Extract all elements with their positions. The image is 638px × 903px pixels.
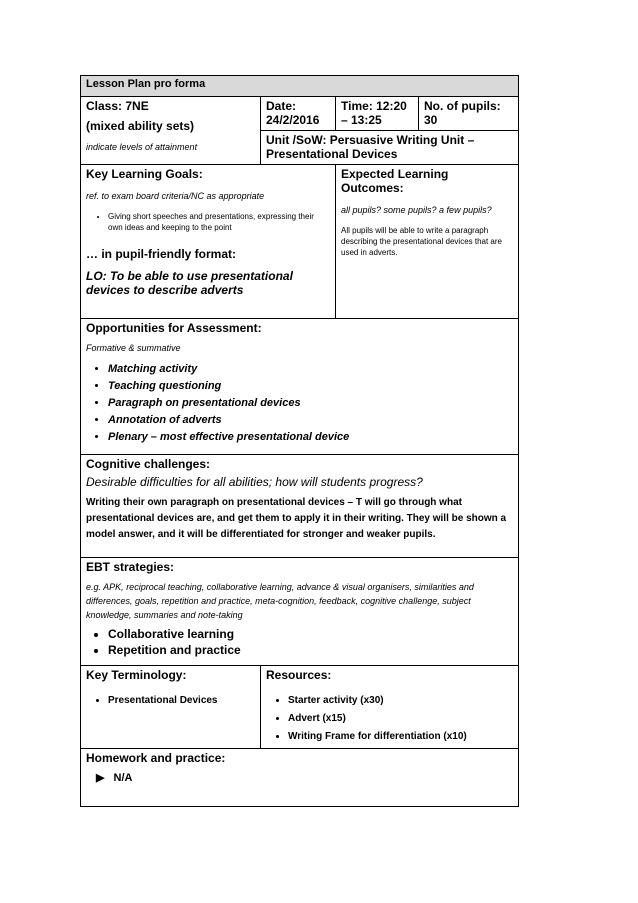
ebt-cell (81, 558, 519, 666)
terminology-cell (81, 666, 261, 749)
list-item: • Giving short speeches and presentations, expressing their own ideas and keeping to the point (108, 211, 330, 233)
lesson-plan-sheet (80, 75, 518, 807)
goals-list (86, 211, 330, 233)
cognitive-cell (81, 455, 519, 558)
cognitive-question: Desirable difficulties for all abilities; how will students progress? (86, 475, 423, 489)
list-item: • Writing Frame for differentiation (x10) (288, 728, 513, 746)
outcomes-heading: Expected Learning Outcomes: (341, 167, 449, 195)
pupils-cell: No. of pupils: 30 (419, 97, 519, 131)
resources-cell (261, 666, 519, 749)
goals-cell (81, 165, 336, 319)
outcomes-note: all pupils? some pupils? a few pupils? (341, 205, 492, 215)
goals-heading: Key Learning Goals: (86, 167, 203, 181)
lesson-plan-table (80, 75, 519, 807)
list-item: • Advert (x15) (288, 710, 513, 728)
goals-note: ref. to exam board criteria/NC as appropriate (86, 191, 265, 201)
pupil-friendly-heading: … in pupil-friendly format: (86, 247, 236, 261)
resources-list (266, 692, 513, 746)
cognitive-heading: Cognitive challenges: (86, 457, 211, 471)
assessment-heading: Opportunities for Assessment: (86, 321, 262, 335)
assessment-note: Formative & summative (86, 343, 181, 353)
time-cell: Time: 12:20 – 13:25 (336, 97, 419, 131)
assessment-list (86, 361, 513, 446)
page-title: Lesson Plan pro forma (81, 76, 519, 97)
class-label: Class: 7NE (86, 99, 149, 113)
assessment-cell (81, 319, 519, 455)
date-cell: Date: 24/2/2016 (261, 97, 336, 131)
cognitive-text: Writing their own paragraph on presentational devices – T will go through what presentational devices are, and get them to apply it in their writing. They will be shown a model answer, and it will be differentiated for stronger and weaker pupils. (86, 497, 507, 540)
outcomes-cell (336, 165, 519, 319)
list-item: • Annotation of adverts (108, 412, 513, 429)
triangle-bullet-icon: ▶ (96, 772, 105, 784)
ebt-note: e.g. APK, reciprocal teaching, collaborative learning, advance & visual organisers, similarities and differences, goals, repetition and practice, meta-cognition, feedback, cognitive challenge, subject knowledge, summaries and note-taking (86, 582, 474, 620)
terminology-list (86, 692, 255, 710)
homework-cell (81, 749, 519, 807)
list-item: • Matching activity (108, 361, 513, 378)
resources-heading: Resources: (266, 668, 332, 682)
class-cell (81, 97, 261, 165)
learning-objective: LO: To be able to use presentational devices to describe adverts (86, 269, 293, 297)
terminology-heading: Key Terminology: (86, 668, 187, 682)
list-item: • Presentational Devices (108, 692, 255, 710)
list-item: • Plenary – most effective presentational device (108, 429, 513, 446)
class-note: indicate levels of attainment (86, 142, 198, 152)
homework-item: N/A (113, 772, 133, 784)
ebt-list (86, 626, 513, 658)
class-sub: (mixed ability sets) (86, 119, 195, 133)
list-item: • Paragraph on presentational devices (108, 395, 513, 412)
unit-cell: Unit /SoW: Persuasive Writing Unit – Presentational Devices (261, 131, 519, 165)
list-item: • Teaching questioning (108, 378, 513, 395)
homework-heading: Homework and practice: (86, 751, 226, 765)
list-item: • Repetition and practice (108, 642, 513, 658)
ebt-heading: EBT strategies: (86, 560, 175, 574)
list-item: • Starter activity (x30) (288, 692, 513, 710)
list-item: • Collaborative learning (108, 626, 513, 642)
outcomes-text: All pupils will be able to write a paragraph describing the presentational devices that are used in adverts. (341, 226, 502, 257)
